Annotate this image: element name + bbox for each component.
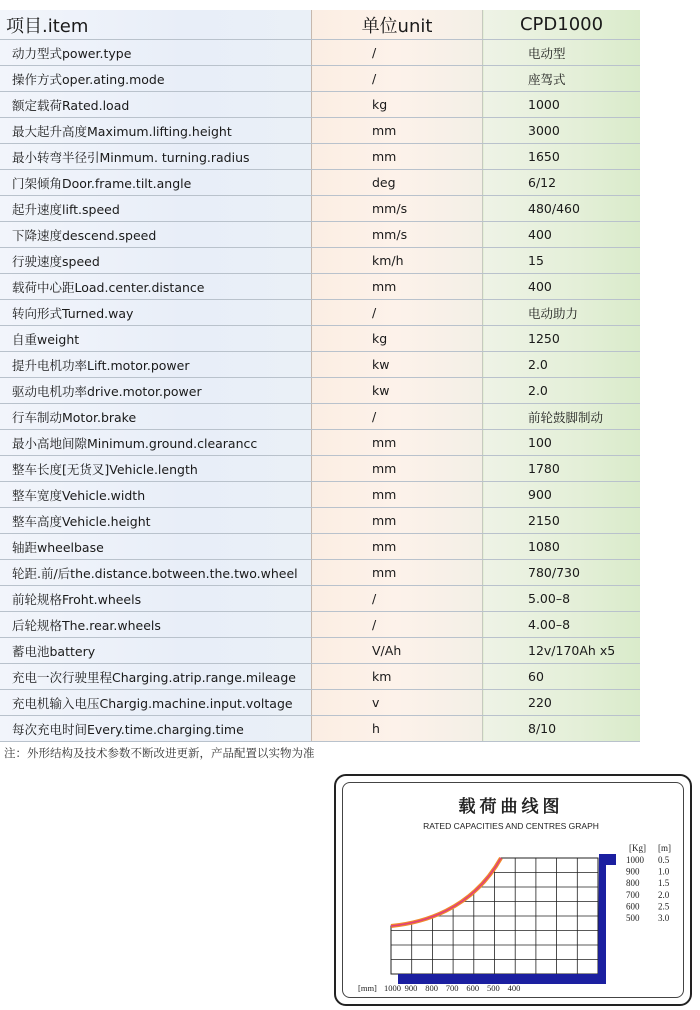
row-item: 最大起升高度Maximum.lifting.height — [0, 118, 312, 144]
row-unit: / — [312, 586, 483, 612]
row-unit: / — [312, 612, 483, 638]
row-item: 动力型式power.type — [0, 40, 312, 66]
row-item: 最小高地间隙Minimum.ground.clearancc — [0, 430, 312, 456]
row-value: 2.0 — [483, 378, 641, 404]
table-row — [0, 482, 640, 508]
row-item: 起升速度lift.speed — [0, 196, 312, 222]
row-unit: kw — [312, 378, 483, 404]
row-unit: / — [312, 66, 483, 92]
table-row — [0, 196, 640, 222]
table-row — [0, 456, 640, 482]
row-unit: kg — [312, 92, 483, 118]
row-unit: mm/s — [312, 196, 483, 222]
chart-title: 载荷曲线图 — [458, 797, 564, 817]
capacity-m-label: 1.0 — [658, 866, 670, 877]
row-value: 电动型 — [483, 40, 641, 66]
table-row — [0, 170, 640, 196]
row-value: 1000 — [483, 92, 641, 118]
row-unit: V/Ah — [312, 638, 483, 664]
chart-grid — [391, 858, 598, 974]
x-axis-unit: [mm] — [358, 983, 377, 993]
row-item: 每次充电时间Every.time.charging.time — [0, 716, 312, 742]
row-item: 蓄电池battery — [0, 638, 312, 664]
row-unit: mm — [312, 144, 483, 170]
table-row — [0, 40, 640, 66]
row-value: 5.00–8 — [483, 586, 641, 612]
capacity-kg-label: 600 — [626, 901, 640, 912]
x-tick-label: 600 — [466, 983, 480, 993]
legend-header-kg: [Kg] — [629, 843, 646, 853]
capacity-rows — [626, 855, 670, 923]
row-unit: km/h — [312, 248, 483, 274]
capacity-m-label: 2.5 — [658, 901, 670, 912]
table-row — [0, 690, 640, 716]
table-row — [0, 66, 640, 92]
table-row — [0, 430, 640, 456]
row-value: 12v/170Ah x5 — [483, 638, 641, 664]
capacity-kg-label: 500 — [626, 913, 640, 923]
table-row — [0, 352, 640, 378]
capacity-m-label: 0.5 — [658, 855, 670, 865]
table-row — [0, 300, 640, 326]
row-item: 行驶速度speed — [0, 248, 312, 274]
table-row — [0, 92, 640, 118]
x-tick-label: 700 — [445, 983, 459, 993]
capacity-kg-label: 900 — [626, 866, 640, 877]
x-tick-label: 1000 — [384, 983, 401, 993]
row-value: 400 — [483, 274, 641, 300]
capacity-m-label: 1.5 — [658, 878, 670, 889]
row-item: 轮距.前/后the.distance.botween.the.two.wheel — [0, 560, 312, 586]
table-row — [0, 144, 640, 170]
row-item: 充电一次行驶里程Charging.atrip.range.mileage — [0, 664, 312, 690]
footnote: 注：外形结构及技术参数不断改进更新，产品配置以实物为准 — [4, 746, 315, 760]
row-unit: kg — [312, 326, 483, 352]
x-tick-label: 400 — [507, 983, 521, 993]
row-value: 100 — [483, 430, 641, 456]
row-unit: mm — [312, 534, 483, 560]
table-row — [0, 508, 640, 534]
row-item: 操作方式oper.ating.mode — [0, 66, 312, 92]
row-item: 整车宽度Vehicle.width — [0, 482, 312, 508]
legend-header-m: [m] — [658, 843, 671, 853]
capacity-kg-label: 800 — [626, 878, 640, 889]
x-tick-label: 800 — [425, 983, 438, 993]
table-row — [0, 560, 640, 586]
row-unit: deg — [312, 170, 483, 196]
row-item: 前轮规格Froht.wheels — [0, 586, 312, 612]
chart-subtitle: RATED CAPACITIES AND CENTRES GRAPH — [423, 821, 599, 831]
row-unit: / — [312, 300, 483, 326]
row-value: 1250 — [483, 326, 641, 352]
row-item: 门架倾角Door.frame.tilt.angle — [0, 170, 312, 196]
capacity-kg-label: 1000 — [626, 855, 644, 865]
load-chart — [336, 776, 694, 1008]
spec-table-body — [0, 40, 640, 742]
row-item: 整车长度[无货叉]Vehicle.length — [0, 456, 312, 482]
row-unit: mm — [312, 274, 483, 300]
row-item: 最小转弯半径引Minmum. turning.radius — [0, 144, 312, 170]
capacity-kg-label: 700 — [626, 889, 640, 900]
row-unit: mm/s — [312, 222, 483, 248]
table-row — [0, 612, 640, 638]
capacity-m-label: 3.0 — [658, 913, 670, 923]
x-tick-label: 500 — [487, 983, 500, 993]
table-row — [0, 118, 640, 144]
row-item: 载荷中心距Load.center.distance — [0, 274, 312, 300]
header-unit: 单位unit — [312, 10, 483, 40]
x-axis-ticks — [384, 983, 520, 993]
row-value: 1080 — [483, 534, 641, 560]
row-unit: kw — [312, 352, 483, 378]
row-unit: mm — [312, 560, 483, 586]
row-value: 780/730 — [483, 560, 641, 586]
x-tick-label: 900 — [404, 983, 418, 993]
row-value: 1780 — [483, 456, 641, 482]
row-unit: mm — [312, 482, 483, 508]
table-row — [0, 222, 640, 248]
row-item: 驱动电机功率drive.motor.power — [0, 378, 312, 404]
load-chart-card — [334, 774, 692, 1006]
row-value: 3000 — [483, 118, 641, 144]
row-value: 8/10 — [483, 716, 641, 742]
table-row — [0, 586, 640, 612]
row-unit: mm — [312, 118, 483, 144]
row-unit: / — [312, 40, 483, 66]
capacity-m-label: 2.0 — [658, 889, 670, 900]
table-row — [0, 248, 640, 274]
row-value: 座驾式 — [483, 66, 641, 92]
table-row — [0, 638, 640, 664]
row-item: 转向形式Turned.way — [0, 300, 312, 326]
table-row — [0, 274, 640, 300]
row-item: 额定载荷Rated.load — [0, 92, 312, 118]
row-item: 轴距wheelbase — [0, 534, 312, 560]
row-item: 行车制动Motor.brake — [0, 404, 312, 430]
row-item: 整车高度Vehicle.height — [0, 508, 312, 534]
row-value: 1650 — [483, 144, 641, 170]
row-item: 后轮规格The.rear.wheels — [0, 612, 312, 638]
table-row — [0, 404, 640, 430]
row-unit: v — [312, 690, 483, 716]
row-unit: mm — [312, 456, 483, 482]
row-value: 60 — [483, 664, 641, 690]
header-item: 项目.item — [0, 10, 312, 40]
row-unit: h — [312, 716, 483, 742]
row-value: 15 — [483, 248, 641, 274]
row-unit: / — [312, 404, 483, 430]
table-row — [0, 326, 640, 352]
row-item: 自重weight — [0, 326, 312, 352]
table-header-row — [0, 10, 640, 40]
row-value: 2150 — [483, 508, 641, 534]
table-row — [0, 378, 640, 404]
row-value: 6/12 — [483, 170, 641, 196]
table-row — [0, 664, 640, 690]
row-value: 900 — [483, 482, 641, 508]
row-value: 2.0 — [483, 352, 641, 378]
row-value: 220 — [483, 690, 641, 716]
table-row — [0, 716, 640, 742]
row-unit: mm — [312, 430, 483, 456]
row-value: 前轮鼓脚制动 — [483, 404, 641, 430]
row-item: 充电机输入电压Chargig.machine.input.voltage — [0, 690, 312, 716]
row-value: 480/460 — [483, 196, 641, 222]
table-row — [0, 534, 640, 560]
row-value: 电动助力 — [483, 300, 641, 326]
row-unit: km — [312, 664, 483, 690]
row-item: 提升电机功率Lift.motor.power — [0, 352, 312, 378]
row-value: 400 — [483, 222, 641, 248]
row-value: 4.00–8 — [483, 612, 641, 638]
spec-table — [0, 10, 640, 742]
row-item: 下降速度descend.speed — [0, 222, 312, 248]
row-unit: mm — [312, 508, 483, 534]
header-model: CPD1000 — [483, 10, 641, 40]
